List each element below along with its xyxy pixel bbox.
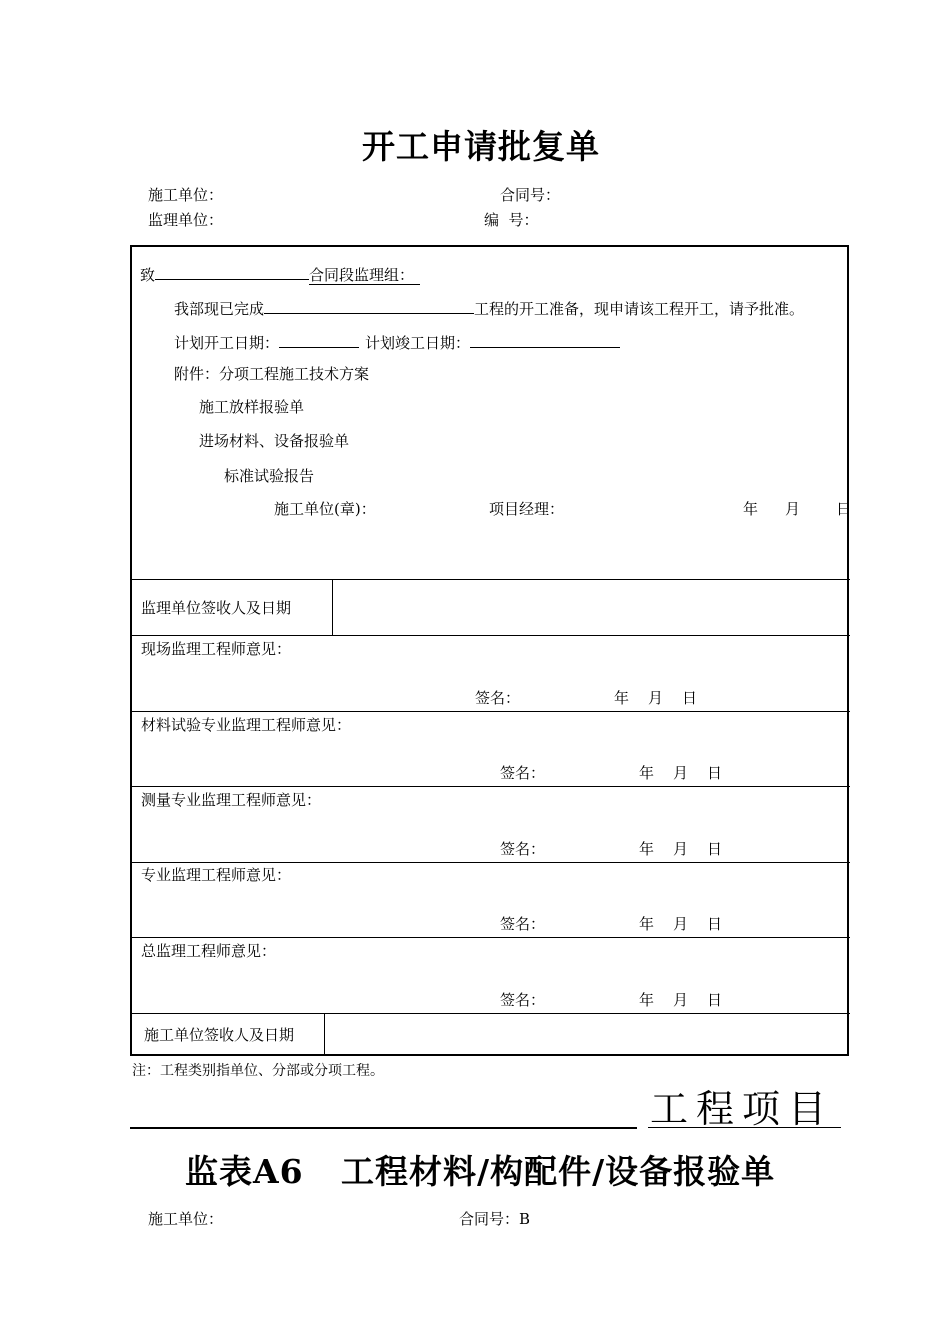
manager-label: 项目经理： (489, 500, 565, 518)
col-divider (332, 579, 333, 635)
row-divider (130, 711, 850, 712)
opinion-label: 总监理工程师意见： (141, 942, 277, 960)
completion-line (174, 299, 804, 317)
sign-month: 月 (673, 840, 689, 858)
sign-year: 年 (639, 764, 655, 782)
completion-prefix: 我部现已完成 (174, 300, 265, 318)
serial-no-label: 编 号： (484, 211, 539, 229)
sign-year: 年 (639, 915, 655, 933)
sign-label: 签名： (500, 840, 546, 858)
date-month: 月 (785, 500, 801, 518)
form-title: 开工申请批复单 (362, 127, 600, 166)
seal-label: 施工单位(章)： (274, 500, 376, 518)
sign-year: 年 (614, 689, 630, 707)
sign-year: 年 (639, 840, 655, 858)
date-year: 年 (743, 500, 759, 518)
plan-start-label: 计划开工日期： (174, 334, 280, 352)
sign-day: 日 (707, 991, 723, 1009)
attachment-3: 进场材料、设备报验单 (199, 432, 350, 450)
project-blank (264, 299, 474, 314)
sign-day: 日 (682, 689, 698, 707)
sign-month: 月 (673, 764, 689, 782)
sign-day: 日 (707, 915, 723, 933)
sign-day: 日 (707, 840, 723, 858)
note: 注：工程类别指单位、分部或分项工程。 (132, 1063, 384, 1079)
opinion-label: 现场监理工程师意见： (141, 640, 292, 658)
plan-start-blank (279, 333, 359, 348)
row-divider (130, 786, 850, 787)
project-heading: 工程项目 (650, 1087, 835, 1131)
sign-month: 月 (648, 689, 664, 707)
sign-label: 签名： (475, 689, 521, 707)
attachment-label: 附件：分项工程施工技术方案 (174, 365, 370, 383)
opinion-label: 专业监理工程师意见： (141, 866, 292, 884)
to-blank (155, 265, 309, 280)
row-divider (130, 1013, 850, 1014)
contractor-receipt-label: 施工单位签收人及日期 (144, 1026, 295, 1044)
form2-title: 监表A6 工程材料/构配件/设备报验单 (185, 1152, 776, 1191)
plan-end-label: 计划竣工日期： (365, 334, 471, 352)
sign-label: 签名： (500, 991, 546, 1009)
sign-label: 签名： (500, 764, 546, 782)
to-suffix: 合同段监理组： (309, 266, 420, 285)
project-heading-underline (648, 1127, 841, 1128)
sign-year: 年 (639, 991, 655, 1009)
supervisor-label: 监理单位： (148, 211, 224, 229)
contract-no-label: 合同号： (500, 186, 561, 204)
contractor-label: 施工单位： (148, 186, 224, 204)
plan-dates-line (174, 333, 620, 351)
to-prefix: 致 (140, 266, 156, 284)
row-divider (130, 579, 850, 580)
form2-contract-no-label: 合同号：B (459, 1210, 531, 1228)
row-divider (130, 937, 850, 938)
to-line (140, 265, 420, 283)
col-divider (324, 1013, 325, 1055)
attachment-4: 标准试验报告 (224, 467, 315, 485)
form2-contractor-label: 施工单位： (148, 1210, 224, 1228)
row-divider (130, 635, 850, 636)
supervisor-receipt-label: 监理单位签收人及日期 (141, 599, 292, 617)
opinion-label: 测量专业监理工程师意见： (141, 791, 322, 809)
opinion-label: 材料试验专业监理工程师意见： (141, 716, 352, 734)
completion-suffix: 工程的开工准备，现申请该工程开工，请予批准。 (474, 300, 805, 318)
row-divider (130, 862, 850, 863)
sign-month: 月 (673, 991, 689, 1009)
sign-month: 月 (673, 915, 689, 933)
attachment-2: 施工放样报验单 (199, 398, 305, 416)
date-day: 日 (836, 500, 852, 518)
sign-label: 签名： (500, 915, 546, 933)
sign-day: 日 (707, 764, 723, 782)
project-name-line (130, 1127, 637, 1129)
plan-end-blank (470, 333, 620, 348)
